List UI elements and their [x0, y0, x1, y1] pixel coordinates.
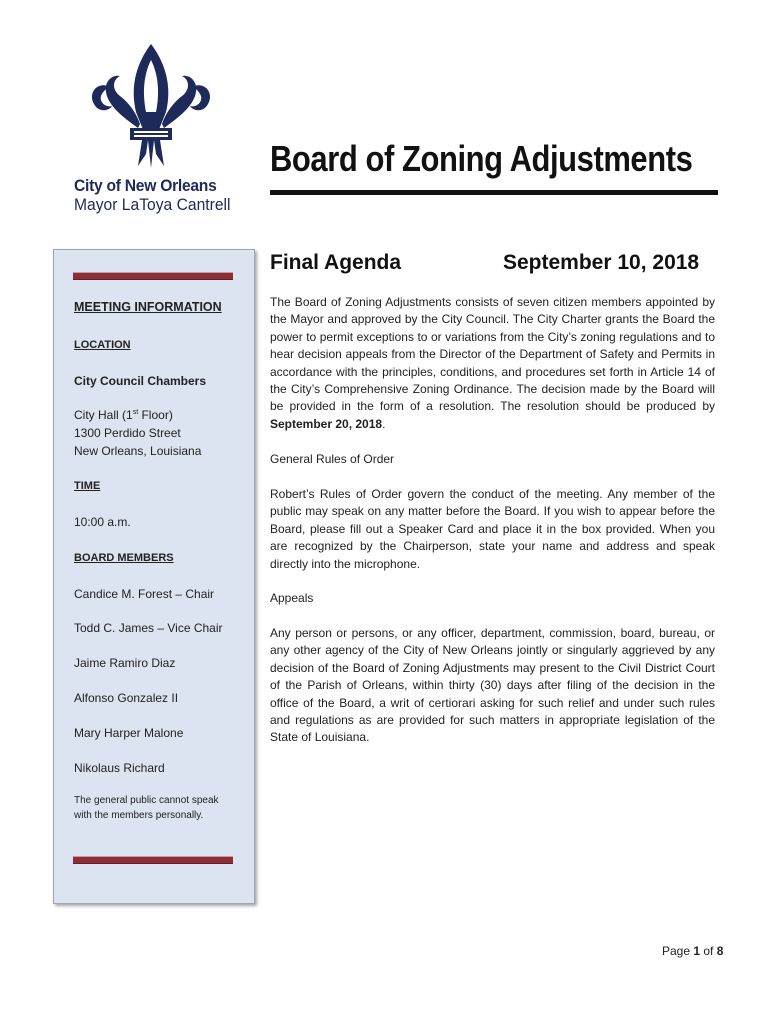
- intro-paragraph: The Board of Zoning Adjustments consists of seven citizen members appointed by the Mayor and approved by the City Council. The City Charter grants the Board the power to permit exceptions to or variations from the City’s zoning regulations and to hear decision appeals from the Director of the Department of Safety and Permits in accordance with the principles, conditions, and procedures set forth in Article 14 of the City’s Comprehensive Zoning Ordinance. The decision made by the Board will be provided in the form of a resolution. The resolution should be produced by September 20, 2018.: [270, 295, 715, 431]
- logo-city-name: City of New Orleans: [74, 176, 217, 195]
- address-line-3: New Orleans, Louisiana: [74, 444, 202, 458]
- city-logo: [72, 42, 232, 170]
- location-heading: LOCATION: [74, 339, 131, 351]
- sidebar-top-divider: [73, 272, 233, 280]
- board-member: Mary Harper Malone: [74, 726, 184, 740]
- meeting-time: 10:00 a.m.: [74, 515, 131, 529]
- address-line-1: City Hall (1st Floor): [74, 408, 173, 422]
- board-members-heading: BOARD MEMBERS: [74, 552, 174, 564]
- rules-heading: General Rules of Order: [270, 452, 395, 466]
- meeting-info-sidebar: [53, 249, 255, 904]
- title-divider: [270, 190, 718, 195]
- rules-paragraph: Robert’s Rules of Order govern the conduct of the meeting. Any member of the public may speak on any matter before the Board. If you wish to appear before the Board, please fill out a Speaker Card and place it in the box provided. When you are recognized by the Chairperson, state your name and address and speak directly into the microphone.: [270, 487, 715, 571]
- public-note: The general public cannot speak with the members personally.: [74, 795, 219, 821]
- fleur-de-lis-icon: [86, 42, 216, 170]
- page-number: Page 1 of 8: [662, 944, 724, 958]
- time-heading: TIME: [74, 480, 101, 492]
- board-member: Todd C. James – Vice Chair: [74, 621, 223, 635]
- meeting-info-heading: MEETING INFORMATION: [74, 300, 222, 314]
- meeting-date: September 10, 2018: [503, 251, 700, 274]
- board-member: Alfonso Gonzalez II: [74, 691, 179, 705]
- sidebar-bottom-divider: [73, 856, 233, 864]
- location-name: City Council Chambers: [74, 374, 207, 388]
- appeals-paragraph: Any person or persons, or any officer, department, commission, board, bureau, or any other agency of the City of New Orleans jointly or singularly aggrieved by any decision of the Board of Zoning Adjustments may present to the Civil District Court of the Parish of Orleans, within thirty (30) days after filing of the decision in the office of the Board, a writ of certiorari asking for such relief and under such rules and regulations as are provided for such matters in appropriate legislation of the State of Louisiana.: [270, 626, 715, 745]
- appeals-heading: Appeals: [270, 591, 314, 605]
- board-member: Candice M. Forest – Chair: [74, 587, 215, 601]
- address-line-2: 1300 Perdido Street: [74, 426, 181, 440]
- logo-mayor-name: Mayor LaToya Cantrell: [74, 195, 231, 214]
- board-member: Jaime Ramiro Diaz: [74, 656, 176, 670]
- page-title: Board of Zoning Adjustments: [270, 138, 693, 179]
- board-member: Nikolaus Richard: [74, 761, 165, 775]
- agenda-label: Final Agenda: [270, 251, 402, 274]
